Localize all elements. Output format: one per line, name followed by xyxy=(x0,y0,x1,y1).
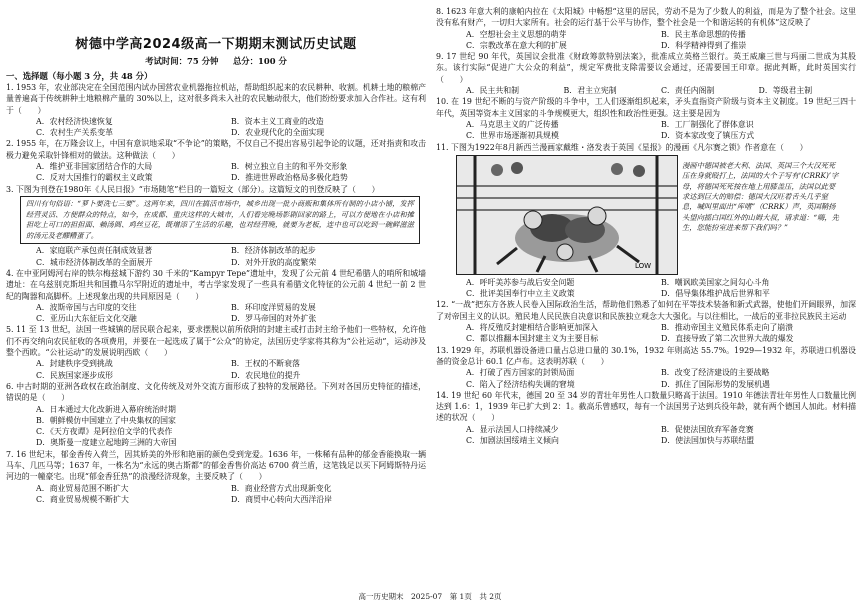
option-d[interactable]: D．资本家改变了镇压方式 xyxy=(661,131,755,141)
question-text: 9. 17 世纪 90 年代，英国议会批准《财政筹款特别法案》，批准成立英格兰银行。英王威廉三世与玛丽二世成为其股东。该行实际“促进广大公众的利益”，规定军费批支除需要议会通过，还需要国王印章。据此判断，此时英国实行（ ） xyxy=(436,52,856,84)
option-d[interactable]: D．商贸中心转向大西洋沿岸 xyxy=(231,494,333,504)
option-c[interactable]: C．反对大国推行的霸权主义政策 xyxy=(36,173,153,183)
cartoon-signature: LOW xyxy=(635,261,652,270)
exam-meta xyxy=(6,55,426,67)
option-c[interactable]: C．世界市场逐渐初具规模 xyxy=(466,131,559,141)
option-b[interactable]: B．资本主义工商业的改造 xyxy=(231,116,324,126)
question-text: 13. 1929 年，苏联机器设备进口量占总进口量的 30.1%，1932 年则高达 55.7%。1929—1932 年，苏联进口机器设备的资金总计 60.1 亿卢布。这表明苏联（ ） xyxy=(436,345,856,366)
option-b[interactable]: B．朝鲜模仿中国建立了中央集权的国家 xyxy=(36,415,176,425)
question-text: 11. 下图为1922年8月新西兰漫画家戴维・洛发表于英国《星报》的漫画《凡尔赛之锁》作者意在（ ） xyxy=(436,142,808,152)
cartoon-image xyxy=(456,155,678,275)
option-a[interactable]: A．打破了西方国家的封锁局面 xyxy=(466,368,575,378)
option-d[interactable]: D．科学精神得到了推崇 xyxy=(661,40,747,50)
options xyxy=(436,367,856,390)
question-9 xyxy=(436,51,856,96)
option-c[interactable]: C．民族国家逐步成形 xyxy=(36,370,114,380)
left-column xyxy=(6,6,426,505)
options xyxy=(6,302,426,325)
option-b[interactable]: B．工厂制强化了群体意识 xyxy=(661,119,754,129)
question-13 xyxy=(436,345,856,390)
option-b[interactable]: B．环印度洋贸易的发展 xyxy=(231,302,316,312)
option-b[interactable]: B．促使法国放弃军备竞赛 xyxy=(661,424,754,434)
option-a[interactable]: A．空想社会主义思想的萌芽 xyxy=(466,29,567,39)
option-a[interactable]: A．呼吁美苏参与战后安全问题 xyxy=(466,277,575,287)
option-c[interactable]: C．加剧法国绥靖主义倾向 xyxy=(466,436,559,446)
options xyxy=(436,119,856,142)
options xyxy=(6,358,426,381)
options xyxy=(436,424,856,447)
newspaper-excerpt: 四川有句俗语：“萝卜要洗七三要”。这两年来，四川在搞活市场中，城乡出现一批小商贩和集体所有制的小店小铺，发挥经营灵活、方便群众的特点，如今，在成都、重庆这样的大城市，人们看完晚场影剧回家的路上，可以方便地在小店和摊担吃上可口的担担面、赖汤圆、鸡丝豆花，既增添了生活的乐趣，也对经营晚，就要为老板，连中也可以吃到一碗鲜滋滋的汤元及老醪糟蛋了。 xyxy=(20,196,420,244)
question-text: 3. 下图为刊登在1980年《人民日报》“市场随笔”栏目的一篇短文（部分）。这篇短文的刊登反映了（ ） xyxy=(6,184,380,194)
option-c[interactable]: C．亚历山大东征后文化交融 xyxy=(36,314,137,324)
option-b[interactable]: B．改变了经济建设的主要战略 xyxy=(661,368,770,378)
question-5 xyxy=(6,324,426,380)
option-a[interactable]: A．民主共和制 xyxy=(466,86,520,96)
option-b[interactable]: B．君主立宪制 xyxy=(563,86,617,96)
question-11 xyxy=(436,142,856,300)
option-d[interactable]: D．奥斯曼一度建立起地跨三洲的大帝国 xyxy=(36,438,177,448)
option-a[interactable]: A．波斯帝国与古印度的交往 xyxy=(36,302,137,312)
question-2 xyxy=(6,138,426,183)
option-d[interactable]: D．等级君主制 xyxy=(758,86,813,96)
options xyxy=(6,245,426,268)
option-a[interactable]: A．家庭联产承包责任制成效显著 xyxy=(36,246,153,256)
option-a[interactable]: A．日本通过大化改新进入幕府统治时期 xyxy=(36,404,176,414)
total-score: 总分：100 分 xyxy=(232,56,287,66)
options xyxy=(6,483,426,506)
question-text: 14. 19 世纪 60 年代末，德国 20 至 34 岁的青壮年男性人口数量只略高于法国。1910 年德法青壮年男性人口数量比例达到 1.6：1，1939 年已扩大到 2：1。截高乐曾感叹，每有一个法国男子达到兵役年龄，就有两个德国人加此。材料描述的状况（ ） xyxy=(436,390,856,423)
options xyxy=(6,404,426,449)
right-column xyxy=(436,6,856,446)
option-a[interactable]: A．封建秩序受到挑战 xyxy=(36,359,113,369)
cartoon-figure xyxy=(456,155,856,275)
question-8 xyxy=(436,6,856,51)
option-d[interactable]: D．抓住了国际形势的发展机遇 xyxy=(661,379,770,389)
option-b[interactable]: B．树立独立自主的和平外交形象 xyxy=(231,162,348,172)
question-14 xyxy=(436,390,856,446)
option-a[interactable]: A．将反殖反封建相结合影响更加深入 xyxy=(466,323,598,333)
question-text: 12. “一战”把东方各族人民卷入国际政治生活，帮助他们熟悉了如何在平等技术装备和新式武器，使他们开阔眼界，加深了对帝国主义的认识。殖民地人民民族自决意识和民族独立观念大大强化。与以往相比，一战后的亚非拉民族民主运动 xyxy=(436,300,856,321)
option-c[interactable]: C．《天方夜谭》是阿拉伯文学的代表作 xyxy=(36,427,173,437)
question-text: 6. 中古时期的亚洲各政权在政治制度、文化传统及对外交流方面形成了独特的发展路径。下列对各国历史特征的描述，错误的是（ ） xyxy=(6,381,426,403)
options xyxy=(436,277,856,300)
option-c[interactable]: C．责任内阁制 xyxy=(661,86,715,96)
question-12 xyxy=(436,299,856,344)
option-c[interactable]: C．农村生产关系变革 xyxy=(36,128,114,138)
option-c[interactable]: C．商业贸易规模不断扩大 xyxy=(36,494,129,504)
question-10 xyxy=(436,96,856,141)
option-a[interactable]: A．显示法国人口持续减少 xyxy=(466,424,559,434)
option-c[interactable]: C．都以推翻本国封建主义为主要目标 xyxy=(466,334,599,344)
question-text: 10. 在 19 世纪不断的与资产阶级的斗争中，工人们逐渐组织起来，矛头直指资产阶级与资本主义制度。19 世纪三四十年代，英国等资本主义国家的斗争规模更大，组织性和政治性更强。这主要是因为 xyxy=(436,97,856,118)
options xyxy=(436,29,856,52)
question-text: 4. 在中亚阿姆河右岸的铁尔梅兹城下游约 30 千米的“Kampyr Tepe”遗址中，发现了公元前 4 世纪希腊人的哨所和城墙遗址：在乌兹别克斯坦共和国撒马尔罕附近的遗址中，考古学家发现了一些具有希腊文化特征的公元前 4 世纪一前 2 世纪的陶器和高脚杯。上述现象出现的共同原因是（ ） xyxy=(6,268,426,301)
question-text: 5. 11 至 13 世纪，法国一些城镇的居民联合起来，要求摆脱以前所依附的封建主或打击封主给予他们一些特权，允许他们不再交纳向农民征收的各项费用，并要在一起选成了属于“公众”的协定，法国历史学家将其称为“公社运动”，运动涉及整个西欧。“公社运动”的发展说明西欧（ ） xyxy=(6,325,426,358)
options xyxy=(436,85,856,96)
option-d[interactable]: D．倡导集体维护战后世界和平 xyxy=(661,289,770,299)
option-b[interactable]: B．王权的不断衰落 xyxy=(231,359,300,369)
options xyxy=(6,161,426,184)
option-d[interactable]: D．农民地位的提升 xyxy=(231,370,301,380)
option-d[interactable]: D．对外开放的高度繁荣 xyxy=(231,257,317,267)
option-a[interactable]: A．商业贸易范围不断扩大 xyxy=(36,483,129,493)
option-a[interactable]: A．马克思主义的广泛传播 xyxy=(466,119,559,129)
exam-title: 树德中学高2024级高一下期期末测试历史试题 xyxy=(75,37,357,52)
options xyxy=(6,116,426,139)
option-b[interactable]: B．商业经营方式出现新变化 xyxy=(231,483,332,493)
option-d[interactable]: D．直接导致了第二次世界大战的爆发 xyxy=(661,334,794,344)
question-text: 2. 1955 年，在万隆会议上，中国有意识地采取“不争论”的策略，不仅自己不提出容易引起争论的议题，还对指责和攻击极力避免采取针锋相对的做法。这种做法（ ） xyxy=(6,139,426,160)
option-c[interactable]: C．批评美国奉行中立主义政策 xyxy=(466,289,575,299)
question-text: 8. 1623 年意大利的康帕内拉在《太阳城》中畅想“这里的居民，劳动不是为了少数人的利益，而是为了整个社会。这里没有私有财产，一切归大家所有。社会的运行基于公平与协作，整个社会是一个和谐运转的有机体”这反映了 xyxy=(436,7,856,28)
option-b[interactable]: B．推动帝国主义殖民体系走向了崩溃 xyxy=(661,323,794,333)
exam-time: 考试时间：75 分钟 xyxy=(145,56,219,66)
option-d[interactable]: D．农业现代化的全面实现 xyxy=(231,128,325,138)
question-3 xyxy=(6,184,426,268)
option-c[interactable]: C．陷入了经济结构失调的窘境 xyxy=(466,379,575,389)
section-heading: 一、选择题（每小题 3 分，共 48 分） xyxy=(6,71,153,81)
question-4 xyxy=(6,268,426,324)
option-b[interactable]: B．嘲讽欧美国家之间勾心斗角 xyxy=(661,277,770,287)
cartoon-caption: 漫画中德国被老大利、法国、英国三个大汉死死压在身就殴打上，法国的大个子写有‘(CRRK)’字母，将德国死死按在地上用膝盖压，法国以此要求达到巨大的赔偿：德国大汉旺着舌头几乎窒息，喊叫里面出“库嗜”（CRRK）声，英国鞘扬头望向摇白国红外的山姆大叔，请求道：“嗨，先生，您能扮室进来帮下我们吗？” xyxy=(682,160,839,233)
option-b[interactable]: B．民主革命思想的传播 xyxy=(661,29,746,39)
option-c[interactable]: C．宗教改革在意大利的扩展 xyxy=(466,40,567,50)
option-a[interactable]: A．维护亚非国家团结合作的大局 xyxy=(36,162,153,172)
option-a[interactable]: A．农村经济快速恢复 xyxy=(36,116,113,126)
option-c[interactable]: C．城市经济体制改革的全面展开 xyxy=(36,257,153,267)
question-1 xyxy=(6,82,426,138)
question-7 xyxy=(6,449,426,505)
options xyxy=(436,322,856,345)
page-footer: 高一历史期末 2025-07 第 1页 共 2页 xyxy=(358,592,502,601)
option-d[interactable]: D．罗马帝国的对外扩张 xyxy=(231,314,317,324)
question-6 xyxy=(6,381,426,449)
question-text: 7. 16 世纪末，郁金香传入荷兰，因其娇美的外形和艳丽的颜色受到宠爱。1636 年，一株稀有品种的郁金香能换取一辆马车、几匹马等；1637 年，一株名为“永远的奥古斯都”的郁金香售价高达 6700 荷兰盾，这笔钱足以买下阿姆斯特丹运河边的一幢豪宅。出现“郁金香狂热”的浪漫经济现象，主要反映了（ ） xyxy=(6,449,426,482)
option-b[interactable]: B．经济体制改革的起步 xyxy=(231,246,316,256)
question-text: 1. 1953 年，农业部决定在全国范围内试办国营农业机器拖拉机站，帮助组织起来的农民耕种、收割。机耕土地的粮棉产量普遍高于传统耕种土地粮棉产量的 30%以上，这对很多尚未入社的农民触动很大，他们纷纷要求加入合作社。这有利于（ ） xyxy=(6,83,426,115)
option-d[interactable]: D．使法国加快与苏联结盟 xyxy=(661,436,755,446)
option-d[interactable]: D．推进世界政治格局多极化趋势 xyxy=(231,173,348,183)
